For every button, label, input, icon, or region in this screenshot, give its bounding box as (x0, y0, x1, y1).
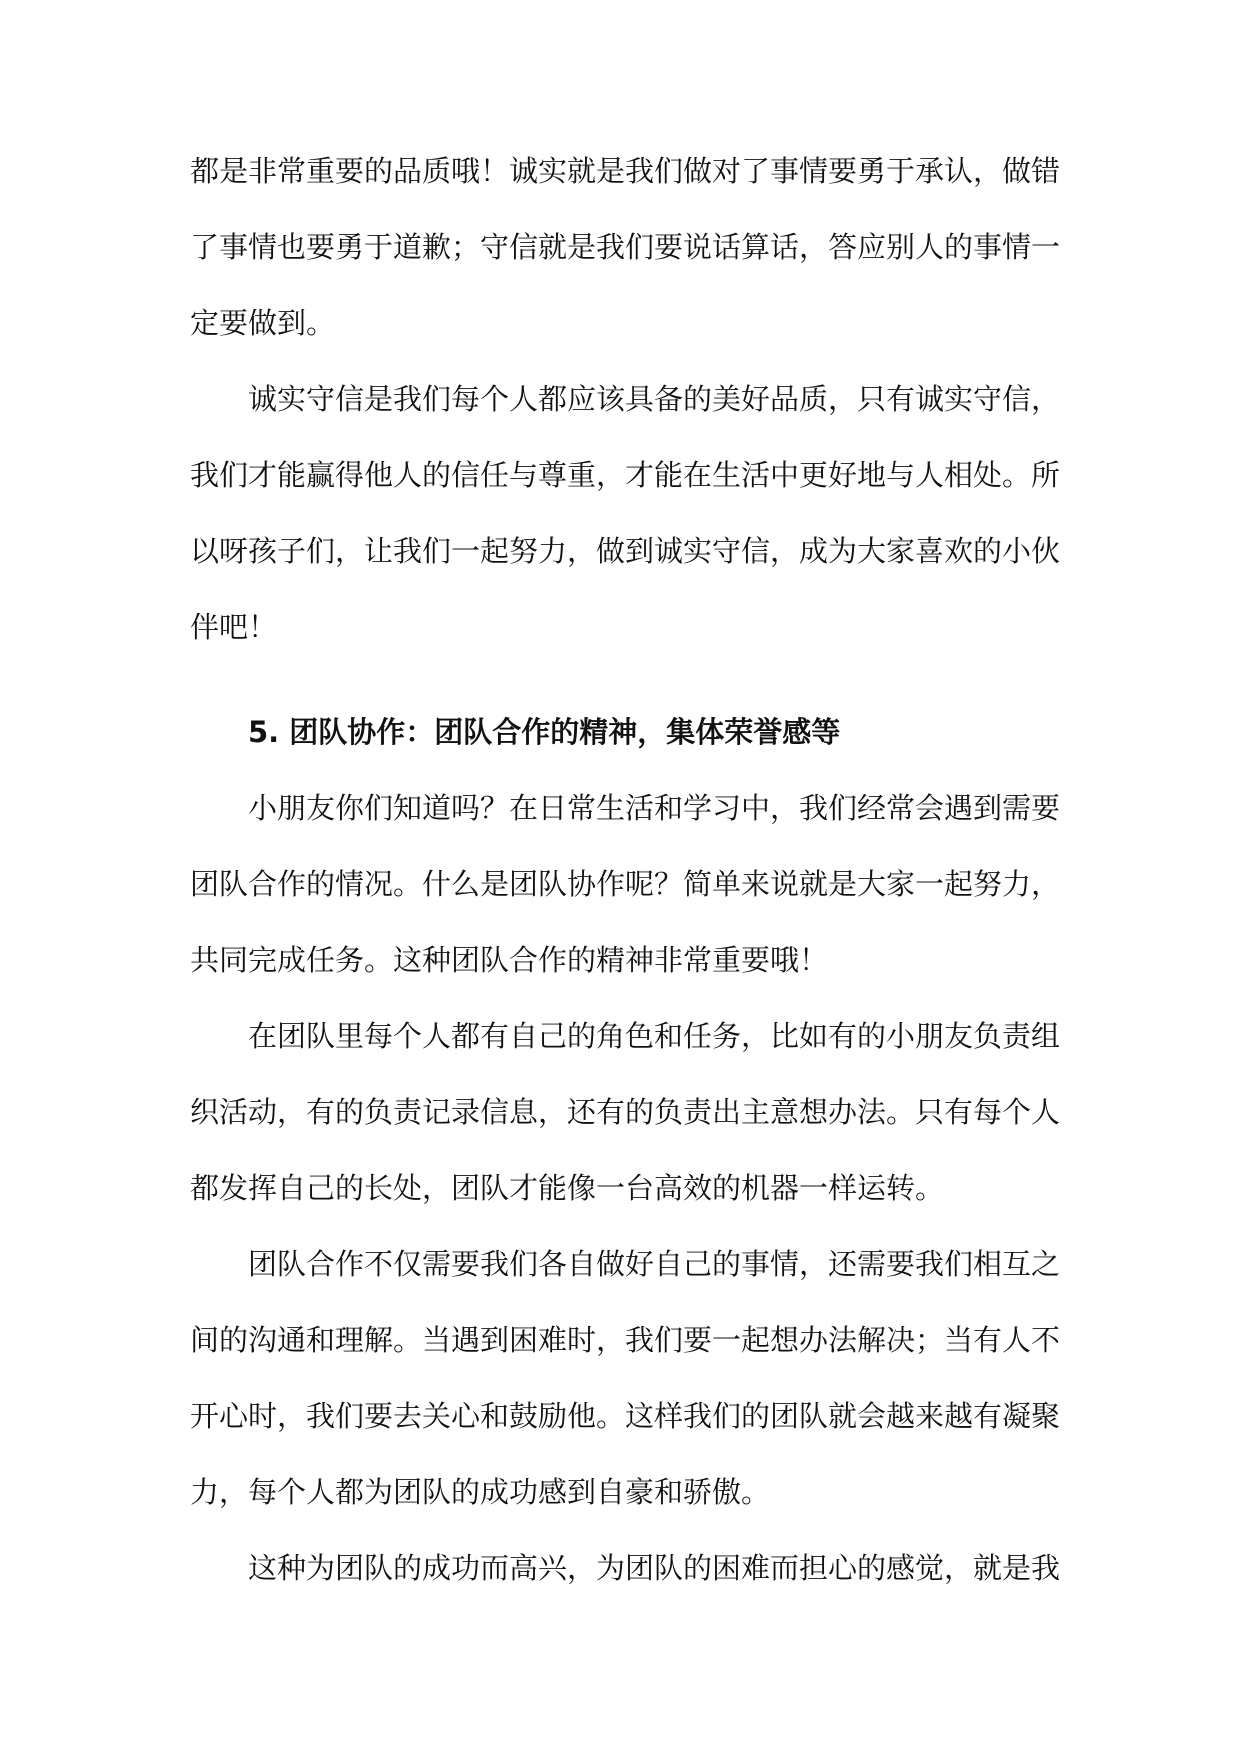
paragraph-line: 定要做到。 (190, 306, 336, 340)
paragraph-line: 这种为团队的成功而高兴，为团队的困难而担心的感觉，就是我 (248, 1551, 1060, 1585)
paragraph-line: 我们才能赢得他人的信任与尊重，才能在生活中更好地与人相处。所 (190, 458, 1060, 492)
paragraph-line: 伴吧！ (190, 610, 278, 644)
paragraph-line: 都发挥自己的长处，团队才能像一台高效的机器一样运转。 (190, 1171, 945, 1205)
paragraph-line: 诚实守信是我们每个人都应该具备的美好品质，只有诚实守信， (248, 382, 1060, 416)
paragraph-line: 以呀孩子们，让我们一起努力，做到诚实守信，成为大家喜欢的小伙 (190, 534, 1060, 568)
paragraph-line: 共同完成任务。这种团队合作的精神非常重要哦！ (190, 943, 829, 977)
paragraph-line: 都是非常重要的品质哦！诚实就是我们做对了事情要勇于承认，做错 (190, 154, 1060, 188)
paragraph-line: 了事情也要勇于道歉；守信就是我们要说话算话，答应别人的事情一 (190, 230, 1060, 264)
paragraph-line: 小朋友你们知道吗？在日常生活和学习中，我们经常会遇到需要 (248, 791, 1060, 825)
section-heading: 5. 团队协作：团队合作的精神，集体荣誉感等 (248, 715, 841, 749)
paragraph-line: 在团队里每个人都有自己的角色和任务，比如有的小朋友负责组 (248, 1019, 1060, 1053)
paragraph-line: 团队合作的情况。什么是团队协作呢？简单来说就是大家一起努力， (190, 867, 1060, 901)
paragraph-line: 织活动，有的负责记录信息，还有的负责出主意想办法。只有每个人 (190, 1095, 1060, 1129)
paragraph-line: 开心时，我们要去关心和鼓励他。这样我们的团队就会越来越有凝聚 (190, 1399, 1060, 1433)
paragraph-line: 间的沟通和理解。当遇到困难时，我们要一起想办法解决；当有人不 (190, 1323, 1060, 1357)
paragraph-line: 力，每个人都为团队的成功感到自豪和骄傲。 (190, 1475, 771, 1509)
paragraph-line: 团队合作不仅需要我们各自做好自己的事情，还需要我们相互之 (248, 1247, 1060, 1281)
